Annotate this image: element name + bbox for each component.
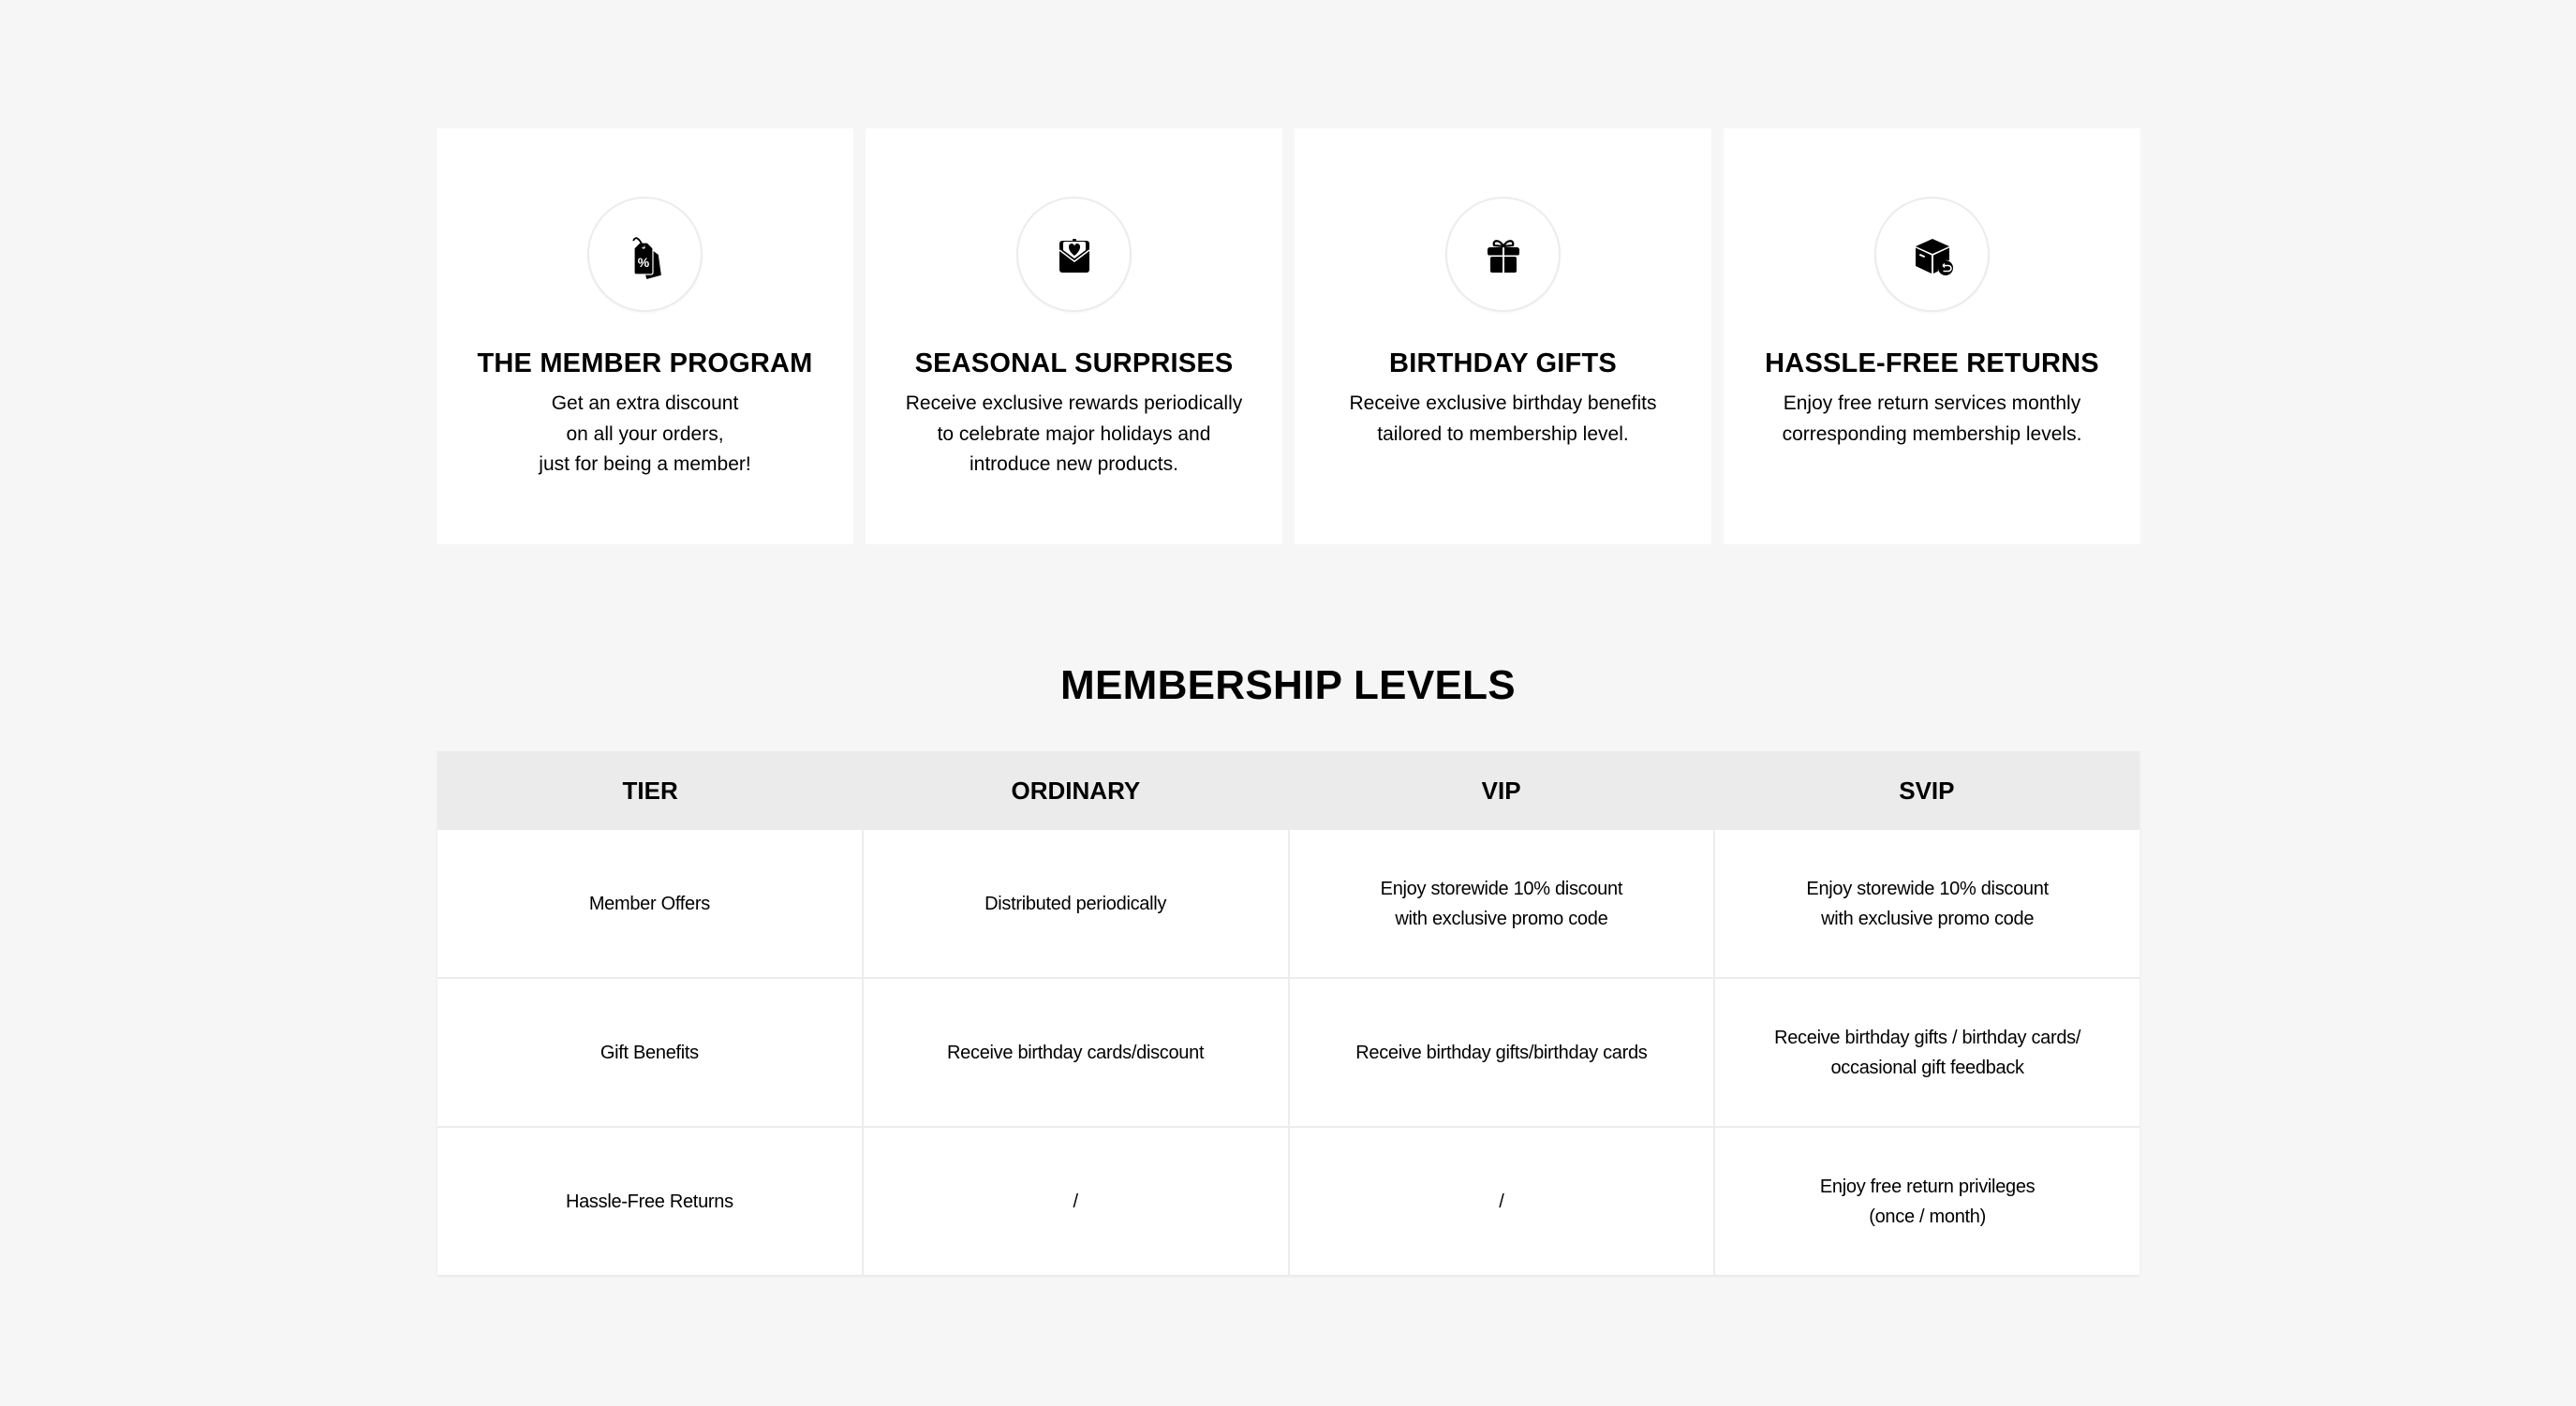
card-seasonal-surprises [866, 128, 1282, 544]
cell-vip [1288, 1128, 1714, 1275]
cell-text: Receive birthday gifts/birthday cards [1355, 1042, 1648, 1063]
membership-levels-title: MEMBERSHIP LEVELS [1060, 662, 1516, 708]
desc-line: to celebrate major holidays and [937, 422, 1211, 445]
card-birthday-gifts [1295, 128, 1711, 544]
cell-ordinary [862, 979, 1288, 1126]
icon-badge [1016, 197, 1132, 312]
cell-text: (once / month) [1869, 1206, 1986, 1227]
table-body [437, 830, 2139, 1275]
cell-text: Enjoy storewide 10% discount [1380, 878, 1623, 899]
cell-text: / [1073, 1191, 1078, 1212]
cell-text: Gift Benefits [600, 1042, 699, 1063]
benefit-cards [437, 128, 2140, 544]
cell-text: Distributed periodically [985, 893, 1167, 914]
card-description [539, 389, 750, 481]
card-title: SEASONAL SURPRISES [914, 348, 1234, 378]
cell-text: Enjoy storewide 10% discount [1806, 878, 2049, 899]
cell-svip [1713, 1128, 2139, 1275]
discount-tag-icon [620, 229, 671, 280]
desc-line: on all your orders, [566, 422, 724, 445]
table-row-gift-benefits [437, 977, 2139, 1126]
cell-vip [1288, 830, 1714, 977]
membership-levels-table [437, 751, 2139, 1275]
desc-line: Enjoy free return services monthly [1783, 392, 2081, 414]
cell-ordinary [862, 1128, 1288, 1275]
cell-svip [1713, 830, 2139, 977]
cell-text: Receive birthday gifts / birthday cards/ [1774, 1027, 2081, 1048]
cell-text: Enjoy free return privileges [1819, 1176, 2036, 1197]
cell-text: Member Offers [588, 893, 710, 914]
desc-line: Get an extra discount [551, 392, 739, 414]
row-label [437, 1128, 862, 1275]
icon-badge [1445, 197, 1561, 312]
table-row-member-offers [437, 830, 2139, 977]
row-label [437, 979, 862, 1126]
header-ordinary: ORDINARY [1011, 776, 1141, 805]
cell-ordinary [862, 830, 1288, 977]
card-description [1783, 389, 2082, 450]
header-svip: SVIP [1899, 776, 1955, 805]
card-description [906, 389, 1242, 481]
card-hassle-free-returns [1724, 128, 2140, 544]
cell-text: / [1499, 1191, 1504, 1212]
cell-text: Hassle-Free Returns [565, 1191, 733, 1212]
table-row-hassle-free-returns [437, 1126, 2139, 1275]
desc-line: corresponding membership levels. [1782, 422, 2082, 445]
gift-icon [1478, 229, 1529, 280]
header-tier: TIER [622, 776, 678, 805]
desc-line: Receive exclusive rewards periodically [905, 392, 1243, 414]
desc-line: introduce new products. [970, 453, 1178, 475]
box-return-icon [1907, 229, 1958, 280]
cell-text: with exclusive promo code [1395, 908, 1608, 929]
cell-vip [1288, 979, 1714, 1126]
svg-text:%: % [637, 254, 649, 270]
heart-envelope-icon [1049, 229, 1100, 280]
header-vip: VIP [1481, 776, 1521, 805]
card-title: THE MEMBER PROGRAM [477, 348, 813, 378]
cell-text: with exclusive promo code [1821, 908, 2035, 929]
desc-line: Receive exclusive birthday benefits [1349, 392, 1657, 414]
row-label [437, 830, 862, 977]
card-title: HASSLE-FREE RETURNS [1765, 348, 2099, 378]
card-description [1349, 389, 1656, 450]
card-title: BIRTHDAY GIFTS [1389, 348, 1617, 378]
cell-text: Receive birthday cards/discount [947, 1042, 1205, 1063]
icon-badge [1874, 197, 1990, 312]
card-member-program [437, 128, 853, 544]
cell-svip [1713, 979, 2139, 1126]
desc-line: just for being a member! [539, 453, 751, 475]
cell-text: occasional gift feedback [1830, 1057, 2024, 1078]
desc-line: tailored to membership level. [1377, 422, 1629, 445]
icon-badge [587, 197, 703, 312]
table-header [437, 751, 2139, 830]
